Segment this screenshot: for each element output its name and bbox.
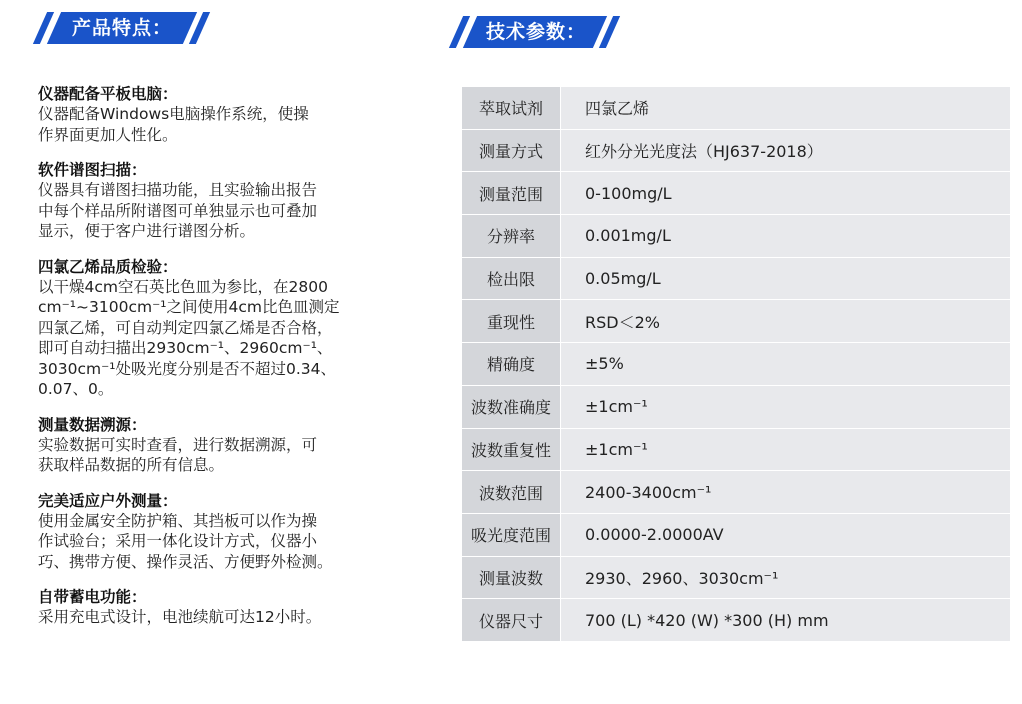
spec-value: ±1cm⁻¹ — [561, 428, 1011, 471]
spec-value: 0.001mg/L — [561, 215, 1011, 258]
spec-name: 分辨率 — [462, 215, 561, 258]
features-banner — [40, 12, 210, 46]
spec-name: 吸光度范围 — [462, 513, 561, 556]
feature-description-line: 作界面更加人性化。 — [38, 125, 178, 144]
spec-name: 测量波数 — [462, 556, 561, 599]
feature-title: 仪器配备平板电脑： — [38, 85, 178, 103]
feature-item — [38, 84, 408, 145]
spec-row — [462, 513, 1010, 556]
spec-value: ±1cm⁻¹ — [561, 385, 1011, 428]
spec-row — [462, 300, 1010, 343]
spec-value: 0-100mg/L — [561, 172, 1011, 215]
spec-name: 检出限 — [462, 257, 561, 300]
feature-item — [38, 160, 408, 242]
feature-title: 完美适应户外测量： — [38, 491, 178, 510]
spec-value: ±5% — [561, 343, 1011, 386]
spec-name: 重现性 — [462, 300, 561, 343]
feature-item — [38, 415, 408, 476]
feature-description-line: 巧、携带方便、操作灵活、方便野外检测。 — [38, 552, 333, 571]
feature-item — [38, 587, 408, 628]
specs-title: 技术参数： — [486, 21, 587, 43]
spec-value: 红外分光光度法（HJ637-2018） — [561, 129, 1011, 172]
spec-row — [462, 428, 1010, 471]
feature-description-line: 采用充电式设计，电池续航可达12小时。 — [38, 608, 322, 626]
spec-name: 测量方式 — [462, 129, 561, 172]
spec-row — [462, 556, 1010, 599]
spec-row — [462, 257, 1010, 300]
feature-description-line: 使用金属安全防护箱、其挡板可以作为操 — [38, 511, 318, 530]
feature-title: 测量数据溯源： — [38, 415, 147, 434]
spec-value: 2400-3400cm⁻¹ — [561, 471, 1011, 514]
spec-value: 四氯乙烯 — [561, 87, 1011, 129]
features-list — [38, 84, 408, 643]
feature-description-line: 中每个样品所附谱图可单独显示也可叠加 — [38, 201, 318, 220]
spec-row — [462, 599, 1010, 642]
feature-description-line: 以干燥4cm空石英比色皿为参比，在2800 — [38, 277, 328, 296]
spec-name: 波数准确度 — [462, 385, 561, 428]
feature-description-line: 即可自动扫描出2930cm⁻¹、2960cm⁻¹、 — [38, 339, 333, 357]
feature-description-line: 仪器具有谱图扫描功能，且实验输出报告 — [38, 181, 318, 199]
feature-description-line: 实验数据可实时查看，进行数据溯源，可 — [38, 435, 318, 454]
spec-name: 萃取试剂 — [462, 87, 561, 129]
feature-description-line: 仪器配备Windows电脑操作系统，使操 — [38, 105, 309, 123]
spec-name: 测量范围 — [462, 172, 561, 215]
spec-value: 2930、2960、3030cm⁻¹ — [561, 556, 1011, 599]
feature-description-line: 获取样品数据的所有信息。 — [38, 456, 225, 474]
spec-value: 0.05mg/L — [561, 257, 1011, 300]
features-title: 产品特点： — [72, 17, 173, 39]
feature-description-line: 3030cm⁻¹处吸光度分别是否不超过0.34、 — [38, 359, 336, 378]
spec-table — [462, 87, 1010, 642]
feature-title: 软件谱图扫描： — [38, 161, 147, 179]
spec-value: 700 (L) *420 (W) *300 (H) mm — [561, 599, 1011, 642]
spec-row — [462, 87, 1010, 129]
spec-row — [462, 129, 1010, 172]
spec-row — [462, 385, 1010, 428]
feature-item — [38, 491, 408, 573]
spec-row — [462, 471, 1010, 514]
specs-banner — [456, 16, 626, 50]
spec-row — [462, 172, 1010, 215]
spec-value: RSD＜2% — [561, 300, 1011, 343]
spec-name: 精确度 — [462, 343, 561, 386]
spec-value: 0.0000-2.0000AV — [561, 513, 1011, 556]
feature-description-line: 四氯乙烯，可自动判定四氯乙烯是否合格， — [38, 318, 333, 337]
spec-row — [462, 343, 1010, 386]
spec-row — [462, 215, 1010, 258]
feature-description-line: 0.07、0。 — [38, 380, 114, 398]
spec-name: 波数范围 — [462, 471, 561, 514]
feature-description-line: 显示，便于客户进行谱图分析。 — [38, 222, 256, 240]
feature-description-line: cm⁻¹~3100cm⁻¹之间使用4cm比色皿测定 — [38, 298, 340, 316]
spec-name: 仪器尺寸 — [462, 599, 561, 642]
feature-title: 四氯乙烯品质检验： — [38, 257, 178, 276]
feature-item — [38, 257, 408, 400]
spec-name: 波数重复性 — [462, 428, 561, 471]
feature-description-line: 作试验台；采用一体化设计方式，仪器小 — [38, 532, 318, 550]
feature-title: 自带蓄电功能： — [38, 588, 147, 606]
